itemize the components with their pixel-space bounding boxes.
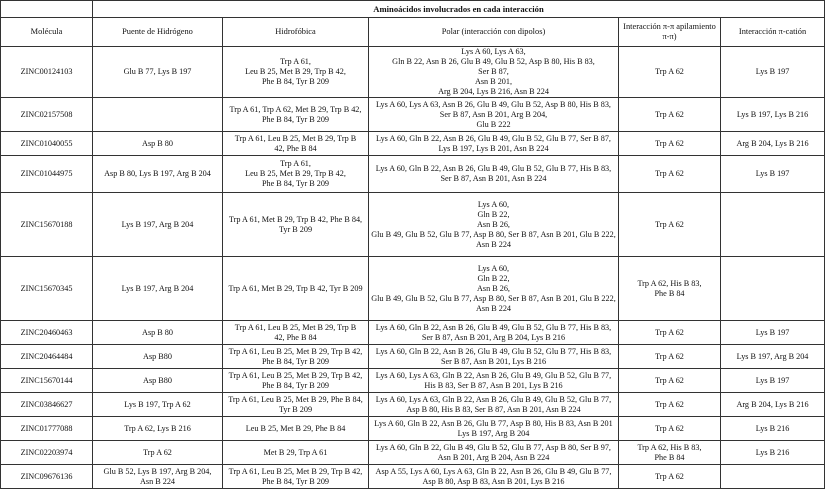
cell-text-line: Lys A 60, Lys A 63, Gln B 22, Asn B 26, Glu B 49, Glu B 52, Glu B 77, <box>375 394 612 404</box>
cell-text-line: Phe B 84, Tyr B 209 <box>261 77 330 86</box>
table-row <box>1 441 825 465</box>
cell-text-line: Lys B 197, Arg B 204 <box>457 428 530 438</box>
cell-text-line: Phe B 84, Tyr B 209 <box>261 476 330 486</box>
hydrogen-bond-cell <box>93 156 223 193</box>
group-header-title: Aminoácidos involucrados en cada interacción <box>93 1 825 18</box>
cell-text-line: Trp A 62 <box>655 138 684 148</box>
cell-text-line: Asp B 80, Lys B 197, Arg B 204 <box>104 169 211 178</box>
pi-cation-cell <box>721 393 825 417</box>
cell-text-line: Ser B 87, <box>478 67 509 76</box>
cell-text-line: 42, Phe B 84 <box>274 332 317 342</box>
polar-cell <box>369 321 619 345</box>
cell-text: ZINC09676136 <box>20 471 73 481</box>
cell-text-line: Trp A 62 <box>143 447 172 457</box>
cell-text-line: Asp B80 <box>143 351 172 361</box>
table-body <box>1 47 825 489</box>
cell-text-line: Trp A 62 <box>655 423 684 433</box>
cell-text-line: His B 83, Ser B 87, Asn B 201, Lys B 216 <box>424 380 563 390</box>
cell-text-line: Trp A 62 <box>655 219 684 229</box>
cell-text: ZINC02203974 <box>20 447 73 457</box>
polar-cell <box>369 393 619 417</box>
cell-text-line: Asp B 80 <box>142 138 173 148</box>
cell-text-line: Trp A 61, <box>280 159 311 168</box>
hydrophobic-cell <box>223 345 369 369</box>
table-row <box>1 369 825 393</box>
cell-text-line: Lys B 197, Trp A 62 <box>124 399 191 409</box>
cell-text-line: Arg B 204, Lys B 216, Asn B 224 <box>438 87 549 96</box>
pi-cation-cell <box>721 417 825 441</box>
hydrogen-bond-cell <box>93 369 223 393</box>
pi-cation-cell <box>721 369 825 393</box>
cell-text: ZINC15670345 <box>20 283 73 293</box>
pi-pi-cell <box>619 393 721 417</box>
cell-text-line: 42, Phe B 84 <box>274 143 317 153</box>
molecule-cell <box>1 132 93 156</box>
molecule-cell <box>1 257 93 321</box>
cell-text-line: Ser B 87, Asn B 201, Arg B 204, Lys B 216 <box>421 332 566 342</box>
polar-cell <box>369 417 619 441</box>
cell-text-line: Tyr B 209 <box>278 404 313 414</box>
cell-text-line: Trp A 62 <box>655 109 684 119</box>
cell-text-line: Trp A 61, Leu B 25, Met B 29, Phe B 84, <box>228 394 363 404</box>
hydrophobic-cell <box>223 156 369 193</box>
cell-text-line: Glu B 77, Lys B 197 <box>123 67 192 76</box>
cell-text-line: Asn B 224 <box>475 239 512 249</box>
cell-text-line: Trp A 61, Leu B 25, Met B 29, Trp B <box>234 133 357 143</box>
cell-text-line: Trp A 62 <box>655 67 684 76</box>
polar-cell <box>369 465 619 489</box>
hydrogen-bond-cell <box>93 345 223 369</box>
molecule-cell <box>1 47 93 98</box>
pi-pi-cell <box>619 132 721 156</box>
molecule-cell <box>1 193 93 257</box>
pi-cation-cell <box>721 345 825 369</box>
pi-pi-cell <box>619 465 721 489</box>
hydrophobic-cell <box>223 369 369 393</box>
hydrogen-bond-cell <box>93 417 223 441</box>
cell-text-line: Lys A 60, Lys A 63, Asn B 26, Glu B 49, Glu B 52, Asp B 80, His B 83, <box>376 99 611 109</box>
cell-text-line: Lys A 60, Gln B 22, Asn B 26, Glu B 49, Glu B 52, Glu B 77, His B 83, <box>375 322 612 332</box>
cell-text-line: Asn B 224 <box>139 476 176 486</box>
cell-text-line: Leu B 25, Met B 29, Trp B 42, <box>245 169 346 178</box>
cell-text-line: Lys B 197 <box>755 169 790 178</box>
cell-text-line: Trp A 61, Leu B 25, Met B 29, Trp B 42, <box>228 466 363 476</box>
cell-text-line: Trp A 61, Leu B 25, Met B 29, Trp B <box>234 322 357 332</box>
molecule-cell <box>1 369 93 393</box>
cell-text-line: Lys A 60, Gln B 22, Asn B 26, Glu B 49, Glu B 52, Glu B 77, His B 83, <box>375 346 612 356</box>
hydrophobic-cell <box>223 417 369 441</box>
cell-text-line: Asn B 26, <box>477 283 510 293</box>
cell-text-line: Trp A 61, Leu B 25, Met B 29, Trp B 42, <box>228 370 363 380</box>
cell-text-line: Asp B 80, His B 83, Ser B 87, Asn B 201, Asn B 224 <box>406 404 581 414</box>
cell-text-line: Lys A 60, Gln B 22, Asn B 26, Glu B 49, Glu B 52, Glu B 77, Ser B 87, <box>376 133 611 143</box>
pi-cation-cell <box>721 47 825 98</box>
cell-text-line: Asp B 80 <box>142 327 173 337</box>
cell-text-line: Glu B 52, Lys B 197, Arg B 204, <box>103 466 212 476</box>
cell-text-line: Phe B 84 <box>654 452 685 462</box>
cell-text-line: Asn B 26, <box>477 219 510 229</box>
polar-cell <box>369 193 619 257</box>
hydrophobic-cell <box>223 393 369 417</box>
cell-text-line: Lys B 197, Arg B 204 <box>121 283 194 293</box>
cell-text-line: Trp A 62 <box>655 471 684 481</box>
cell-text-line: Ser B 87, Asn B 201, Arg B 204, <box>439 109 548 119</box>
table-row <box>1 156 825 193</box>
cell-text-line: Asp A 55, Lys A 60, Lys A 63, Gln B 22, Asn B 26, Glu B 49, Glu B 77, <box>375 466 612 476</box>
table-row <box>1 193 825 257</box>
cell-text-line: Trp A 61, Leu B 25, Met B 29, Trp B 42, <box>228 346 363 356</box>
hydrogen-bond-cell <box>93 465 223 489</box>
cell-text-line: Glu B 49, Glu B 52, Glu B 77, Asp B 80, Ser B 87, Asn B 201, Glu B 222, <box>371 229 616 239</box>
column-header-polar: Polar (interacción con dipolos) <box>369 18 619 47</box>
pi-pi-cell <box>619 98 721 132</box>
cell-text-line: Glu B 222 <box>476 119 511 129</box>
cell-text: ZINC02157508 <box>20 109 73 119</box>
cell-text: ZINC20460463 <box>20 327 73 337</box>
molecule-cell <box>1 321 93 345</box>
cell-text-line: Arg B 204, Lys B 216 <box>736 138 809 148</box>
table-row <box>1 417 825 441</box>
cell-text-line: Phe B 84, Tyr B 209 <box>261 114 330 124</box>
cell-text-line: Lys B 216 <box>755 447 790 457</box>
hydrophobic-cell <box>223 193 369 257</box>
cell-text-line: Ser B 87, Asn B 201, Asn B 224 <box>440 174 547 183</box>
table-row <box>1 465 825 489</box>
cell-text-line: Arg B 204, Lys B 216 <box>736 399 809 409</box>
pi-cation-cell <box>721 465 825 489</box>
cell-text-line: Asp B 80, Asp B 83, Asn B 201, Lys B 216 <box>422 476 565 486</box>
molecule-cell <box>1 441 93 465</box>
hydrophobic-cell <box>223 441 369 465</box>
hydrogen-bond-cell <box>93 132 223 156</box>
cell-text-line: Trp A 62 <box>655 375 684 385</box>
column-header-pi-pi: Interacción π-π apilamiento π-π) <box>619 18 721 47</box>
cell-text-line: Phe B 84 <box>654 288 685 298</box>
cell-text-line: Trp A 62, His B 83, <box>637 442 702 452</box>
cell-text-line: Trp A 61, <box>280 57 311 66</box>
table-row <box>1 132 825 156</box>
table-row <box>1 47 825 98</box>
pi-pi-cell <box>619 369 721 393</box>
molecule-cell <box>1 393 93 417</box>
pi-cation-cell <box>721 98 825 132</box>
cell-text: ZINC01777088 <box>20 423 73 433</box>
cell-text-line: Met B 29, Trp A 61 <box>263 447 328 457</box>
cell-text-line: Asn B 224 <box>475 303 512 313</box>
pi-cation-cell <box>721 156 825 193</box>
polar-cell <box>369 441 619 465</box>
cell-text-line: Gln B 22, Asn B 26, Glu B 49, Glu B 52, Asp B 80, His B 83, <box>392 57 595 66</box>
cell-text-line: Trp A 61, Met B 29, Trp B 42, Tyr B 209 <box>228 283 363 293</box>
pi-pi-cell <box>619 257 721 321</box>
cell-text-line: Lys B 197, Arg B 204 <box>736 351 809 361</box>
cell-text-line: Ser B 87, Asn B 201, Lys B 216 <box>440 356 547 366</box>
polar-cell <box>369 345 619 369</box>
hydrophobic-cell <box>223 321 369 345</box>
hydrogen-bond-cell <box>93 321 223 345</box>
cell-text-line: Phe B 84, Tyr B 209 <box>261 179 330 188</box>
hydrogen-bond-cell <box>93 193 223 257</box>
cell-text-line: Lys A 60, Lys A 63, Gln B 22, Asn B 26, Glu B 49, Glu B 52, Glu B 77, <box>375 370 612 380</box>
cell-text-line: Lys B 197 <box>755 327 790 337</box>
cell-text-line: Gln B 22, <box>477 209 510 219</box>
column-header-hydrophobic: Hidrofóbica <box>223 18 369 47</box>
polar-cell <box>369 257 619 321</box>
molecule-cell <box>1 156 93 193</box>
cell-text: ZINC15670144 <box>20 375 73 385</box>
molecule-cell <box>1 465 93 489</box>
cell-text-line: Trp A 62, Lys B 216 <box>124 423 191 433</box>
pi-pi-cell <box>619 193 721 257</box>
header-corner-cell <box>1 1 93 18</box>
column-header-pi-cation: Interacción π-catión <box>721 18 825 47</box>
cell-text-line: Trp A 62 <box>655 351 684 361</box>
cell-text-line: Lys A 60, <box>477 263 510 273</box>
hydrogen-bond-cell <box>93 257 223 321</box>
hydrogen-bond-cell <box>93 393 223 417</box>
cell-text-line: Leu B 25, Met B 29, Trp B 42, <box>245 67 346 76</box>
cell-text-line: Phe B 84, Tyr B 209 <box>261 356 330 366</box>
cell-text-line: Trp A 62 <box>655 169 684 178</box>
column-header-hydrogen-bond: Puente de Hidrógeno <box>93 18 223 47</box>
cell-text-line: Glu B 49, Glu B 52, Glu B 77, Asp B 80, Ser B 87, Asn B 201, Glu B 222, <box>371 293 616 303</box>
molecule-cell <box>1 345 93 369</box>
cell-text-line: Lys A 60, Lys A 63, <box>461 47 526 56</box>
hydrogen-bond-cell <box>93 98 223 132</box>
hydrophobic-cell <box>223 257 369 321</box>
pi-pi-cell <box>619 441 721 465</box>
cell-text: ZINC03846627 <box>20 399 73 409</box>
table-row <box>1 345 825 369</box>
cell-text-line: Lys A 60, Gln B 22, Asn B 26, Glu B 49, Glu B 52, Glu B 77, His B 83, <box>375 164 612 173</box>
polar-cell <box>369 47 619 98</box>
cell-text-line: Trp A 61, Met B 29, Trp B 42, Phe B 84, <box>228 214 363 224</box>
cell-text-line: Lys A 60, Gln B 22, Asn B 26, Glu B 77, Asp B 80, His B 83, Asn B 201 <box>374 418 613 428</box>
table-row <box>1 257 825 321</box>
cell-text-line: Leu B 25, Met B 29, Phe B 84 <box>245 423 346 433</box>
pi-cation-cell <box>721 257 825 321</box>
pi-pi-cell <box>619 321 721 345</box>
cell-text-line: Trp A 62, His B 83, <box>637 278 702 288</box>
cell-text-line: Trp A 62 <box>655 327 684 337</box>
cell-text-line: Lys B 197, Lys B 216 <box>736 109 809 119</box>
hydrophobic-cell <box>223 132 369 156</box>
pi-pi-cell <box>619 345 721 369</box>
cell-text: ZINC01040055 <box>20 138 73 148</box>
cell-text: ZINC15670188 <box>20 219 73 229</box>
table-row <box>1 321 825 345</box>
cell-text-line: Asn B 201, Arg B 204, Asn B 224 <box>437 452 550 462</box>
cell-text-line: Trp A 62 <box>655 399 684 409</box>
cell-text-line: Lys B 216 <box>755 423 790 433</box>
polar-cell <box>369 369 619 393</box>
cell-text-line: Lys B 197 <box>755 67 790 76</box>
pi-pi-cell <box>619 156 721 193</box>
polar-cell <box>369 98 619 132</box>
table-row <box>1 393 825 417</box>
hydrophobic-cell <box>223 47 369 98</box>
table-row <box>1 98 825 132</box>
cell-text: ZINC00124103 <box>20 67 73 76</box>
cell-text-line: Gln B 22, <box>477 273 510 283</box>
pi-cation-cell <box>721 193 825 257</box>
cell-text: ZINC20464484 <box>20 351 73 361</box>
cell-text-line: Asp B80 <box>143 375 172 385</box>
hydrophobic-cell <box>223 98 369 132</box>
polar-cell <box>369 156 619 193</box>
cell-text-line: Asn B 201, <box>474 77 513 86</box>
hydrogen-bond-cell <box>93 47 223 98</box>
cell-text-line: Trp A 61, Trp A 62, Met B 29, Trp B 42, <box>229 104 362 114</box>
polar-cell <box>369 132 619 156</box>
cell-text-line: Tyr B 209 <box>278 224 313 234</box>
cell-text: ZINC01044975 <box>20 169 73 178</box>
cell-text-line: Lys B 197, Arg B 204 <box>121 219 194 229</box>
column-header-molecule: Molécula <box>1 18 93 47</box>
pi-pi-cell <box>619 417 721 441</box>
pi-cation-cell <box>721 132 825 156</box>
pi-cation-cell <box>721 441 825 465</box>
cell-text-line: Phe B 84, Tyr B 209 <box>261 380 330 390</box>
cell-text-line: Lys B 197, Lys B 201, Asn B 224 <box>438 143 549 153</box>
molecule-cell <box>1 417 93 441</box>
hydrophobic-cell <box>223 465 369 489</box>
cell-text-line: Lys A 60, Gln B 22, Glu B 49, Glu B 52, Glu B 77, Asp B 80, Ser B 97, <box>376 442 611 452</box>
cell-text-line: Lys B 197 <box>755 375 790 385</box>
cell-text-line: Lys A 60, <box>477 199 510 209</box>
molecule-cell <box>1 98 93 132</box>
pi-pi-cell <box>619 47 721 98</box>
pi-cation-cell <box>721 321 825 345</box>
hydrogen-bond-cell <box>93 441 223 465</box>
